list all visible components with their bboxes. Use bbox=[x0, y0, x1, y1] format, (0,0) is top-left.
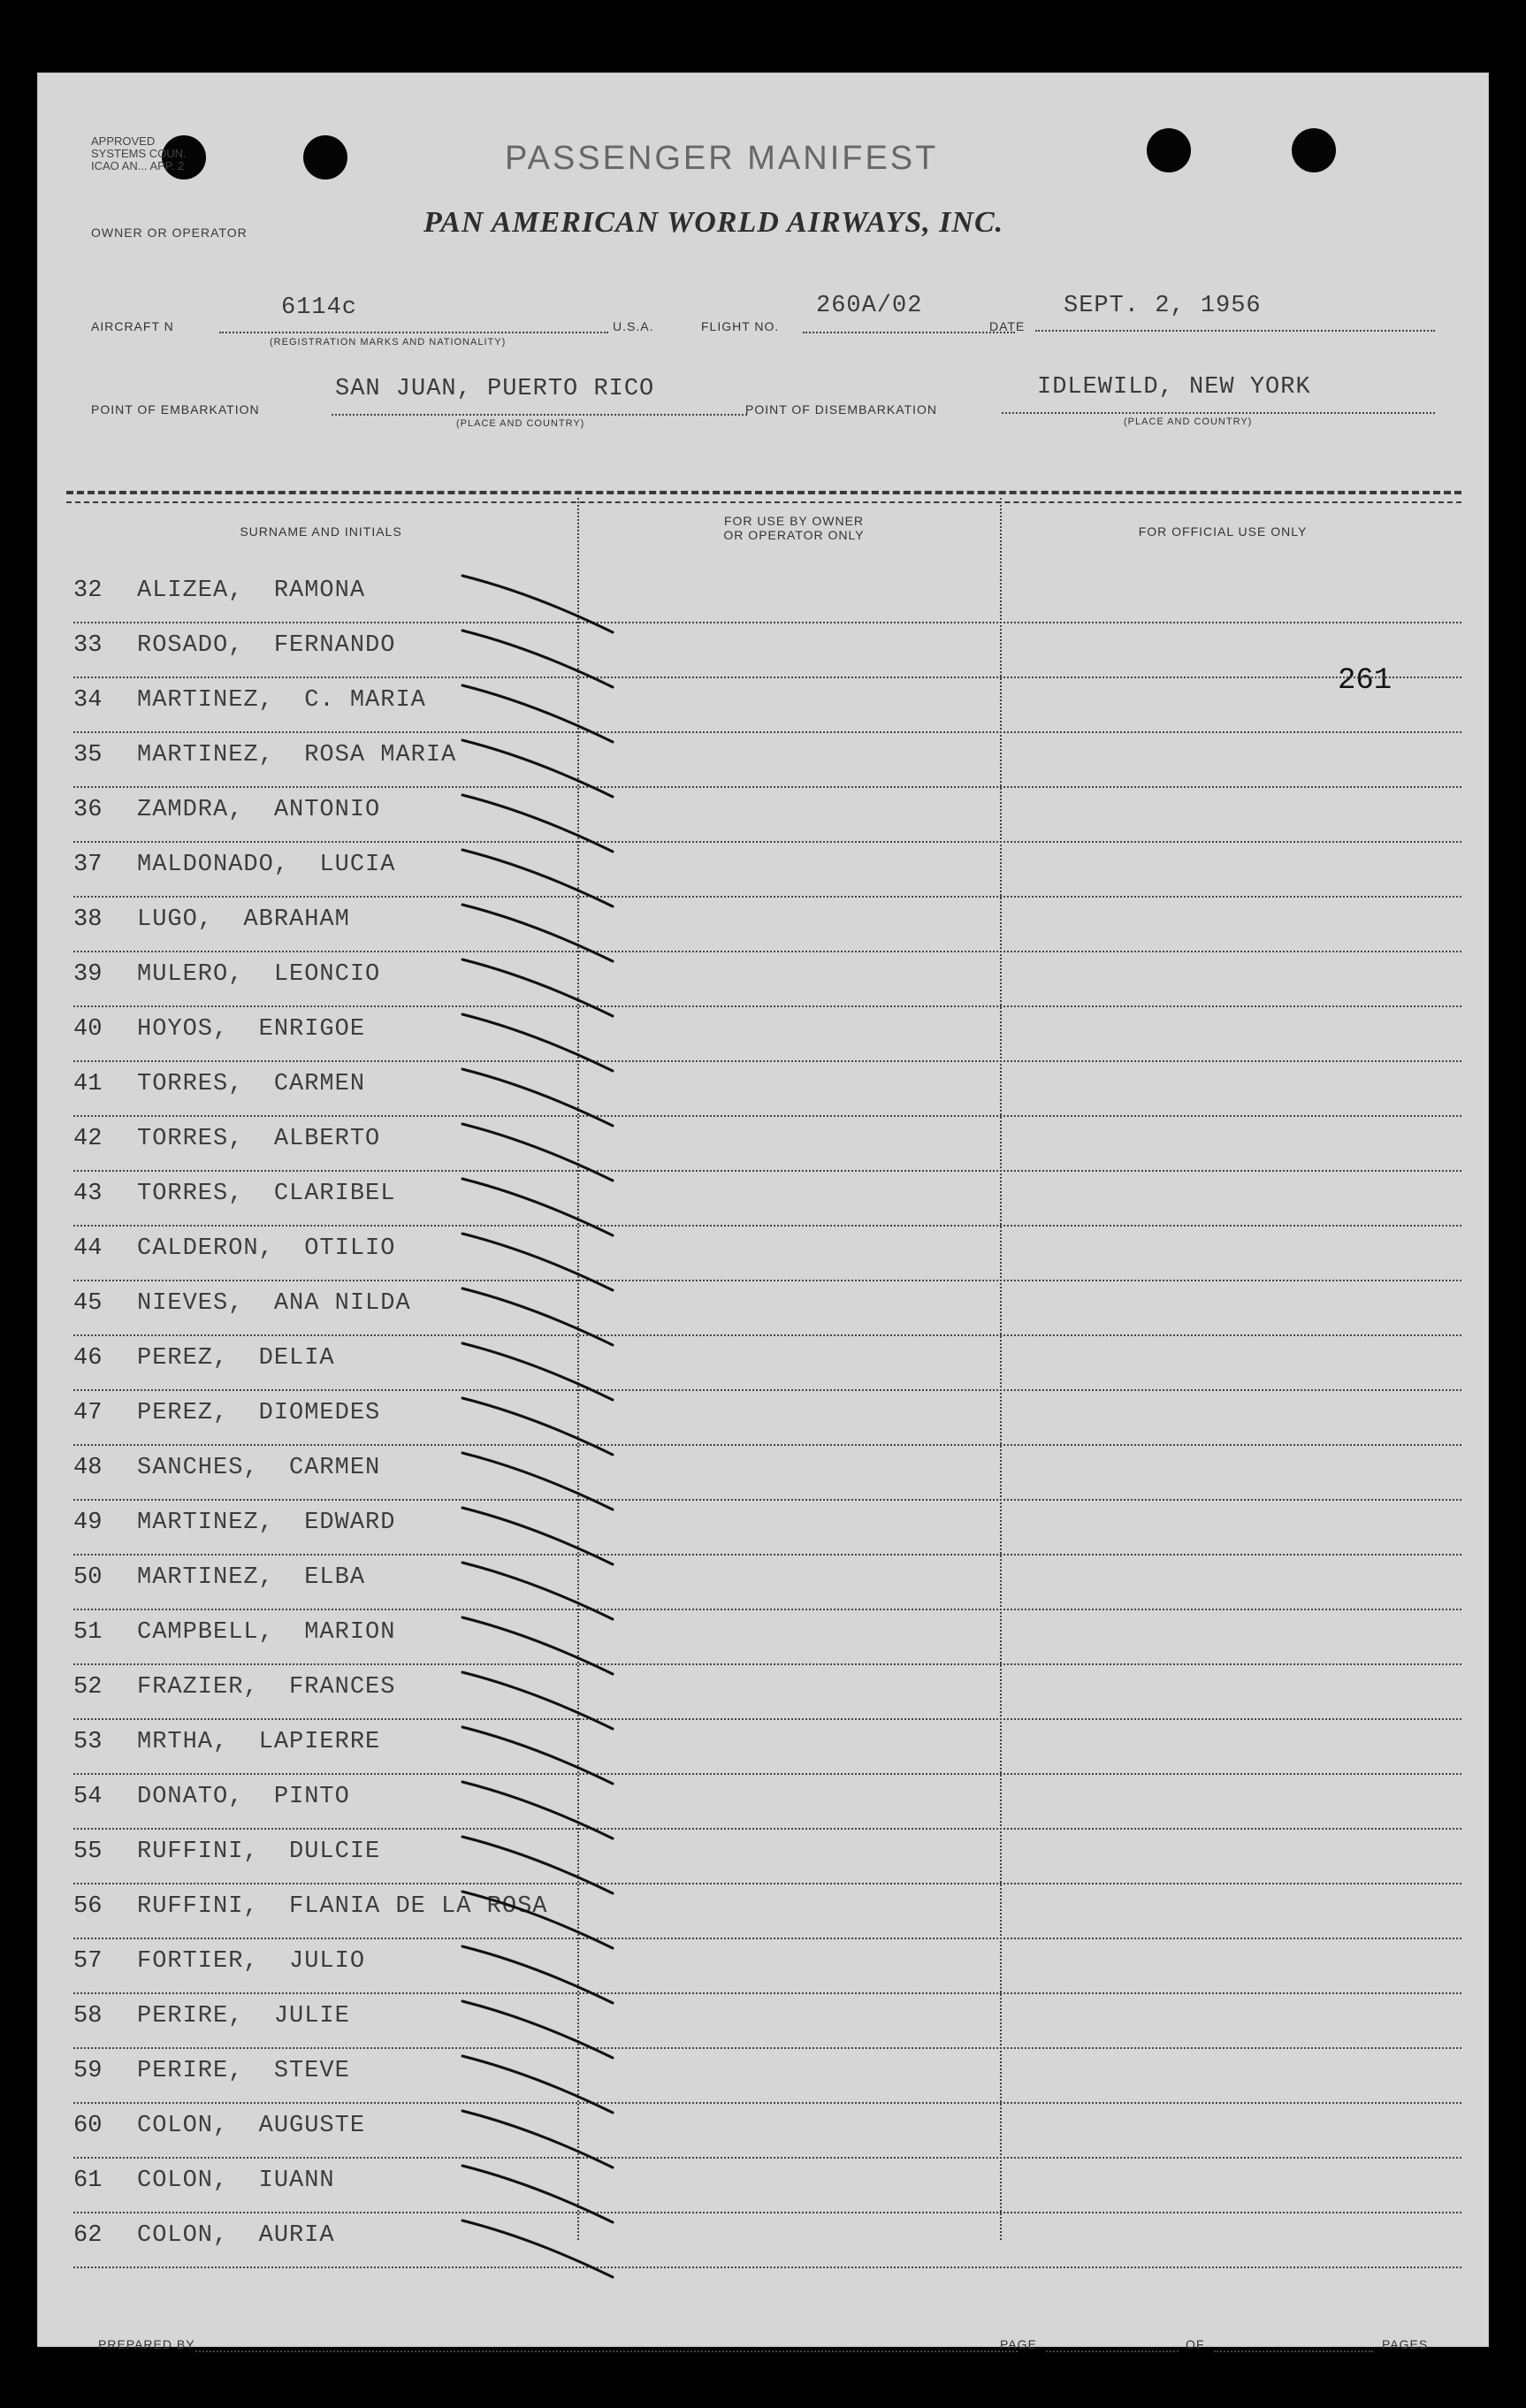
check-mark bbox=[462, 2056, 613, 2113]
passenger-name: COLON, AUGUSTE bbox=[137, 2113, 366, 2139]
passenger-name: FRAZIER, FRANCES bbox=[137, 1674, 396, 1701]
passenger-name: MARTINEZ, ROSA MARIA bbox=[137, 742, 457, 768]
check-mark bbox=[462, 1617, 613, 1674]
passenger-name: TORRES, CLARIBEL bbox=[137, 1181, 396, 1207]
flight-label: FLIGHT NO. bbox=[701, 319, 780, 333]
passenger-name: RUFFINI, DULCIE bbox=[137, 1838, 381, 1865]
check-mark bbox=[462, 905, 613, 961]
check-mark bbox=[462, 1234, 613, 1290]
form-title: PASSENGER MANIFEST bbox=[505, 140, 939, 177]
check-mark bbox=[462, 631, 613, 687]
column-header-owner: FOR USE BY OWNER OR OPERATOR ONLY bbox=[723, 514, 865, 542]
passenger-number: 46 bbox=[73, 1345, 103, 1372]
check-mark bbox=[462, 2166, 613, 2222]
aircraft-label: AIRCRAFT N bbox=[91, 319, 174, 333]
passenger-number: 37 bbox=[73, 852, 103, 878]
passenger-number: 42 bbox=[73, 1126, 103, 1152]
passenger-name: NIEVES, ANA NILDA bbox=[137, 1290, 411, 1317]
flight-value: 260A/02 bbox=[816, 293, 923, 319]
passenger-number: 56 bbox=[73, 1893, 103, 1920]
passenger-name: PEREZ, DELIA bbox=[137, 1345, 335, 1372]
pages-label: PAGES bbox=[1382, 2337, 1429, 2351]
passenger-name: CAMPBELL, MARION bbox=[137, 1619, 396, 1646]
handwritten-check-marks bbox=[38, 73, 1488, 2346]
date-value: SEPT. 2, 1956 bbox=[1064, 293, 1262, 319]
registration-note: (REGISTRATION MARKS AND NATIONALITY) bbox=[270, 337, 507, 348]
passenger-number: 40 bbox=[73, 1016, 103, 1043]
passenger-name: ALIZEA, RAMONA bbox=[137, 577, 366, 604]
check-mark bbox=[462, 959, 613, 1016]
passenger-name: SANCHES, CARMEN bbox=[137, 1455, 381, 1481]
passenger-number: 55 bbox=[73, 1838, 103, 1865]
passenger-name: PEREZ, DIOMEDES bbox=[137, 1400, 381, 1426]
approval-stamp: APPROVED SYSTEMS COUN. ICAO AN... APP. 2 bbox=[91, 134, 187, 172]
passenger-name: DONATO, PINTO bbox=[137, 1784, 350, 1810]
date-label: DATE bbox=[989, 319, 1026, 333]
passenger-number: 39 bbox=[73, 961, 103, 988]
passenger-number: 61 bbox=[73, 2167, 103, 2194]
passenger-name: MALDONADO, LUCIA bbox=[137, 852, 396, 878]
check-mark bbox=[462, 1837, 613, 1893]
check-mark bbox=[462, 1288, 613, 1345]
check-mark bbox=[462, 1782, 613, 1838]
passenger-number: 44 bbox=[73, 1235, 103, 1262]
check-mark bbox=[462, 576, 613, 632]
passenger-number: 51 bbox=[73, 1619, 103, 1646]
disembark-value: IDLEWILD, NEW YORK bbox=[1037, 374, 1311, 401]
passenger-number: 45 bbox=[73, 1290, 103, 1317]
passenger-name: ROSADO, FERNANDO bbox=[137, 632, 396, 659]
passenger-name: LUGO, ABRAHAM bbox=[137, 906, 350, 933]
page-number: 261 bbox=[1338, 664, 1392, 698]
passenger-name: HOYOS, ENRIGOE bbox=[137, 1016, 366, 1043]
passenger-number: 32 bbox=[73, 577, 103, 604]
passenger-name: TORRES, CARMEN bbox=[137, 1071, 366, 1097]
passenger-name: MARTINEZ, EDWARD bbox=[137, 1510, 396, 1536]
check-mark bbox=[462, 2221, 613, 2277]
disembark-note: (PLACE AND COUNTRY) bbox=[1124, 417, 1253, 427]
passenger-number: 35 bbox=[73, 742, 103, 768]
usa-label: U.S.A. bbox=[613, 319, 654, 333]
check-mark bbox=[462, 1014, 613, 1071]
passenger-number: 62 bbox=[73, 2222, 103, 2249]
owner-label: OWNER OR OPERATOR bbox=[91, 226, 248, 240]
check-mark bbox=[462, 1563, 613, 1619]
check-mark bbox=[462, 1672, 613, 1729]
check-mark bbox=[462, 1508, 613, 1564]
check-mark bbox=[462, 1398, 613, 1455]
passenger-number: 34 bbox=[73, 687, 103, 714]
passenger-name: CALDERON, OTILIO bbox=[137, 1235, 396, 1262]
check-mark bbox=[462, 685, 613, 742]
passenger-number: 43 bbox=[73, 1181, 103, 1207]
passenger-name: ZAMDRA, ANTONIO bbox=[137, 797, 381, 823]
passenger-number: 54 bbox=[73, 1784, 103, 1810]
check-mark bbox=[462, 1124, 613, 1181]
passenger-number: 33 bbox=[73, 632, 103, 659]
check-mark bbox=[462, 1179, 613, 1235]
passenger-name: MARTINEZ, ELBA bbox=[137, 1564, 366, 1591]
check-mark bbox=[462, 2111, 613, 2167]
check-mark bbox=[462, 1892, 613, 1948]
column-header-official: FOR OFFICIAL USE ONLY bbox=[1138, 524, 1308, 539]
disembark-label: POINT OF DISEMBARKATION bbox=[745, 402, 937, 417]
passenger-number: 49 bbox=[73, 1510, 103, 1536]
passenger-name: FORTIER, JULIO bbox=[137, 1948, 366, 1975]
prepared-by-line bbox=[195, 2351, 1018, 2352]
passenger-number: 48 bbox=[73, 1455, 103, 1481]
check-mark bbox=[462, 850, 613, 906]
check-mark bbox=[462, 740, 613, 797]
page-line bbox=[1046, 2351, 1179, 2352]
passenger-name: PERIRE, JULIE bbox=[137, 2003, 350, 2030]
check-mark bbox=[462, 1946, 613, 2003]
check-mark bbox=[462, 1727, 613, 1784]
check-mark bbox=[462, 795, 613, 852]
passenger-number: 57 bbox=[73, 1948, 103, 1975]
of-line bbox=[1214, 2351, 1373, 2352]
passenger-number: 59 bbox=[73, 2058, 103, 2084]
passenger-name: PERIRE, STEVE bbox=[137, 2058, 350, 2084]
passenger-number: 53 bbox=[73, 1729, 103, 1755]
of-label: OF bbox=[1186, 2337, 1205, 2351]
embark-label: POINT OF EMBARKATION bbox=[91, 402, 260, 417]
passenger-name: COLON, AURIA bbox=[137, 2222, 335, 2249]
passenger-name: MARTINEZ, C. MARIA bbox=[137, 687, 426, 714]
page-label: PAGE bbox=[1000, 2337, 1037, 2351]
passenger-name: RUFFINI, FLANIA DE LA ROSA bbox=[137, 1893, 548, 1920]
check-mark bbox=[462, 1343, 613, 1400]
embark-note: (PLACE AND COUNTRY) bbox=[456, 418, 585, 429]
passenger-name: COLON, IUANN bbox=[137, 2167, 335, 2194]
check-mark bbox=[462, 2001, 613, 2058]
aircraft-value: 6114c bbox=[281, 294, 358, 321]
passenger-number: 50 bbox=[73, 1564, 103, 1591]
check-mark bbox=[462, 1453, 613, 1510]
passenger-number: 41 bbox=[73, 1071, 103, 1097]
passenger-number: 36 bbox=[73, 797, 103, 823]
column-header-names: SURNAME AND INITIALS bbox=[240, 524, 402, 539]
passenger-number: 38 bbox=[73, 906, 103, 933]
passenger-number: 52 bbox=[73, 1674, 103, 1701]
passenger-number: 58 bbox=[73, 2003, 103, 2030]
prepared-by-label: PREPARED BY bbox=[98, 2337, 195, 2351]
manifest-sheet bbox=[37, 73, 1489, 2351]
passenger-number: 47 bbox=[73, 1400, 103, 1426]
check-mark bbox=[462, 1069, 613, 1126]
passenger-number: 60 bbox=[73, 2113, 103, 2139]
operator-name: PAN AMERICAN WORLD AIRWAYS, INC. bbox=[423, 206, 1004, 239]
passenger-name: TORRES, ALBERTO bbox=[137, 1126, 381, 1152]
embark-value: SAN JUAN, PUERTO RICO bbox=[335, 376, 655, 402]
passenger-name: MULERO, LEONCIO bbox=[137, 961, 381, 988]
passenger-name: MRTHA, LAPIERRE bbox=[137, 1729, 381, 1755]
